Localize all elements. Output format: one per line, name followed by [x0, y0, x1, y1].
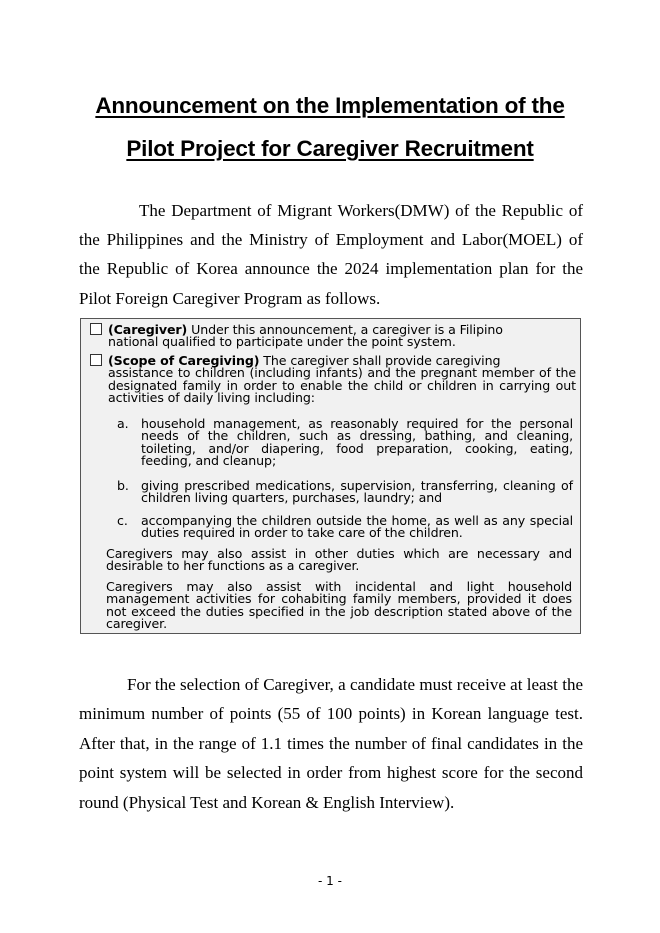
duty-label: a.	[117, 416, 129, 431]
duty-label: b.	[117, 478, 129, 493]
duty-item-a	[107, 418, 573, 467]
household-duties-note: Caregivers may also assist with incidental and light household management activities for cohabiting family members, provided it does not exceed the duties specified in the job description stated above of the caregiver.	[106, 579, 572, 631]
page-number: - 1 -	[318, 874, 342, 888]
checkbox-square-icon	[90, 354, 102, 366]
checkbox-square-icon	[90, 323, 102, 335]
scope-text: assistance to children (including infants) and the pregnant member of the designated family in order to enable the child or children in carrying out activities of daily living including:	[108, 365, 576, 405]
selection-paragraph: For the selection of Caregiver, a candidate must receive at least the minimum number of points (55 of 100 points) in Korean language test. After that, in the range of 1.1 times the number of final candidates in the point system will be selected in order from highest score for the second round (Physical Test and Korean & English Interview).	[79, 675, 583, 812]
duty-text: giving prescribed medications, supervision, transferring, cleaning of children living quarters, purchases, laundry; and	[141, 478, 573, 506]
intro-paragraph: The Department of Migrant Workers(DMW) of the Republic of the Philippines and the Ministry of Employment and Labor(MOEL) of the Republic of Korea announce the 2024 implementation plan for the Pilot Foreign Caregiver Program as follows.	[79, 201, 583, 308]
caregiver-definition-item: (Caregiver) Under this announcement, a caregiver is a Filipino national qualified to participate under the point system.	[90, 323, 576, 349]
duty-item-b	[107, 480, 573, 505]
title-line-2: Pilot Project for Caregiver Recruitment	[126, 136, 534, 161]
additional-duties-note: Caregivers may also assist in other duties which are necessary and desirable to her functions as a caregiver.	[106, 546, 572, 574]
caregiver-definition-text: national qualified to participate under the point system.	[108, 334, 456, 350]
duty-item-c	[107, 515, 573, 540]
caregiver-definition-box	[80, 318, 581, 634]
title-line-1: Announcement on the Implementation of the	[95, 93, 565, 118]
duty-label: c.	[117, 513, 128, 528]
duty-text: household management, as reasonably required for the personal needs of the children, such as dressing, bathing, and cleaning, toileting, and/or diapering, food preparation, cooking, eating, feeding, and cleanup;	[141, 416, 573, 468]
duty-text: accompanying the children outside the home, as well as any special duties required in order to take care of the children.	[141, 513, 573, 541]
scope-of-caregiving-item: (Scope of Caregiving) The caregiver shall provide caregiving assistance to children (including infants) and the pregnant member of the designated family in order to enable the child or children in carrying out activities of daily living including:	[90, 354, 576, 404]
